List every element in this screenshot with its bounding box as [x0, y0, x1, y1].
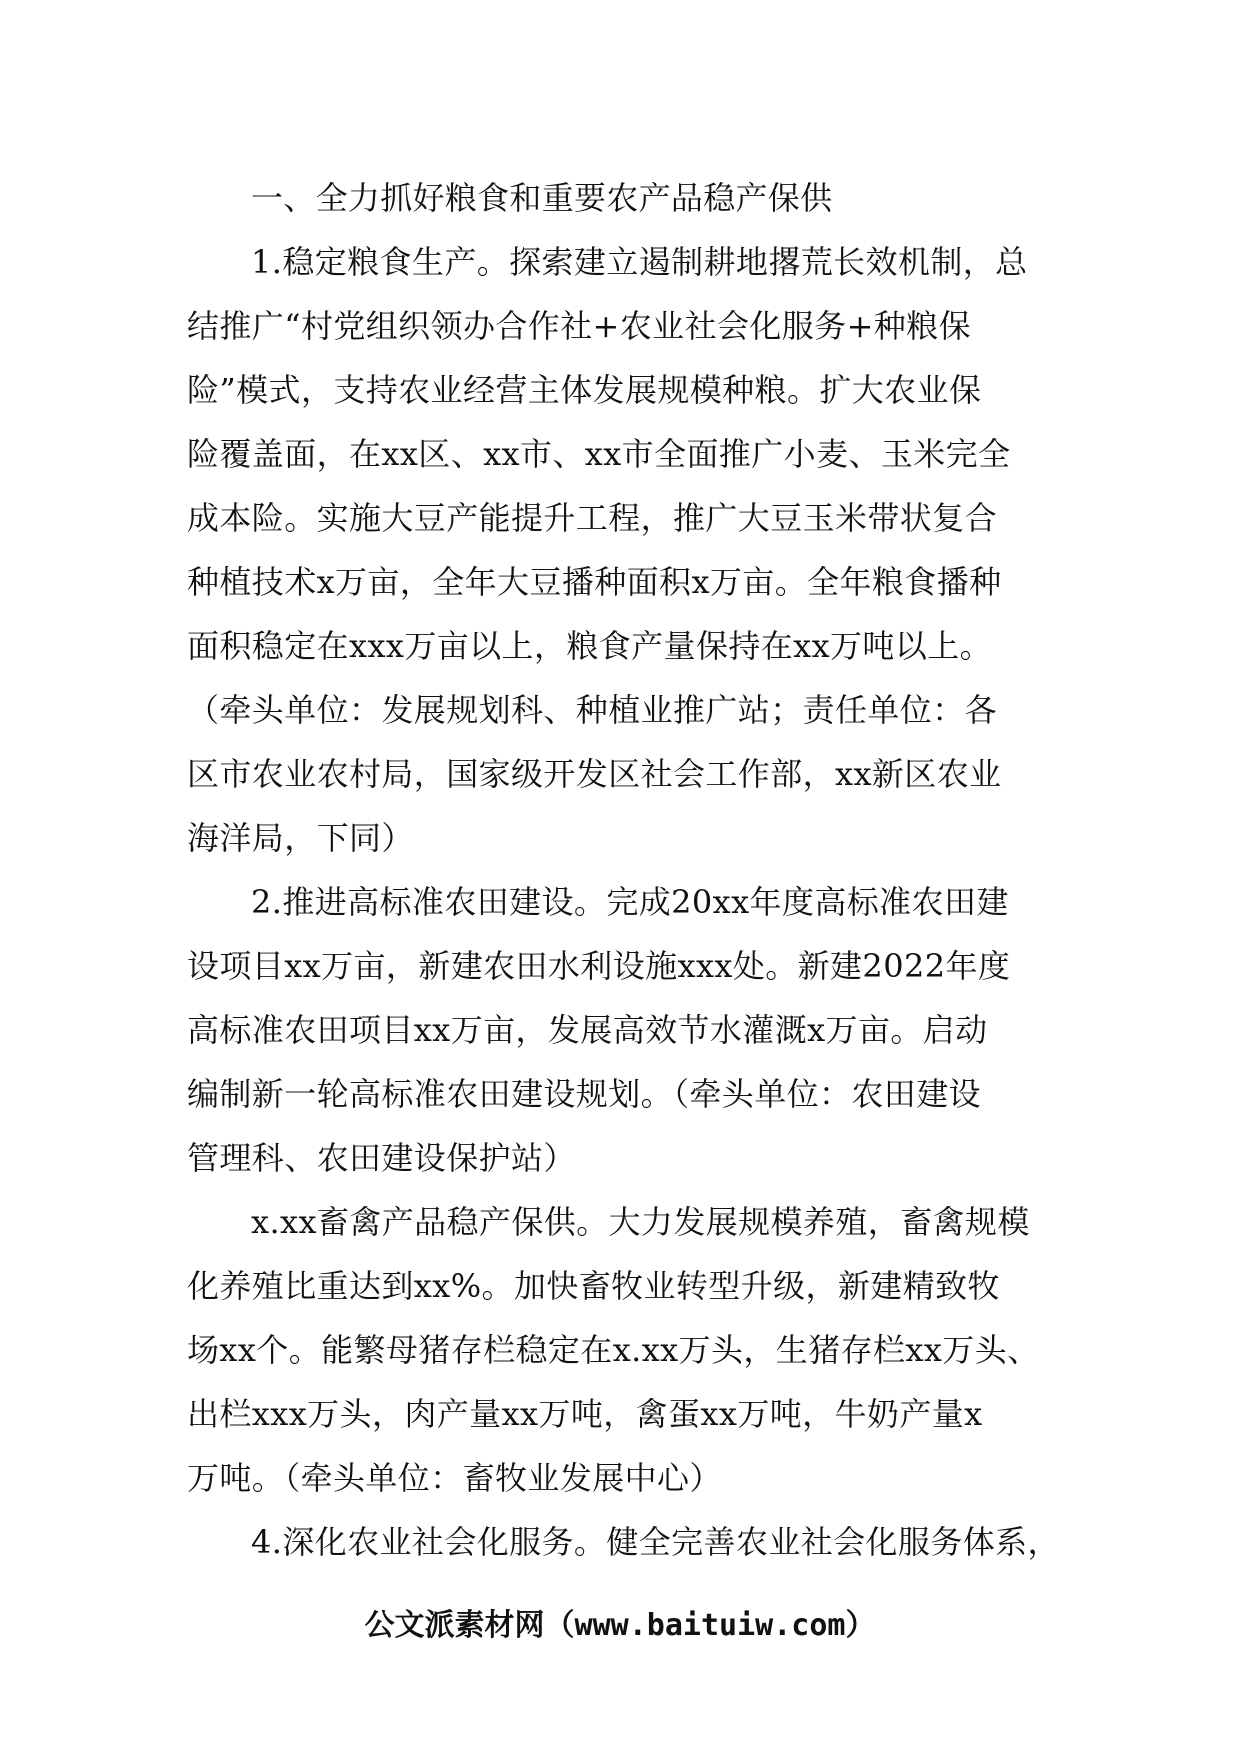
- paragraph-line: 面积稳定在xxx万亩以上，粮食产量保持在xx万吨以上。: [187, 627, 993, 665]
- paragraph-line: 高标准农田项目xx万亩，发展高效节水灌溉x万亩。启动: [187, 1011, 988, 1049]
- paragraph-line: 出栏xxx万头，肉产量xx万吨，禽蛋xx万吨，牛奶产量x: [187, 1395, 983, 1433]
- paragraph-line: 海洋局，下同）: [187, 819, 414, 857]
- document-body: [187, 166, 1059, 1574]
- paragraph-line: x.xx畜禽产品稳产保供。大力发展规模养殖，畜禽规模: [251, 1203, 1030, 1241]
- footer-watermark: 公文派素材网（www.baituiw.com）: [364, 1608, 876, 1643]
- paragraph-line: 管理科、农田建设保护站）: [187, 1139, 576, 1177]
- paragraph-line: 化养殖比重达到xx%。加快畜牧业转型升级，新建精致牧: [187, 1267, 1000, 1305]
- paragraph-grain-production: [187, 230, 1059, 870]
- paragraph-livestock-supply: [187, 1190, 1059, 1510]
- paragraph-line: 4.深化农业社会化服务。健全完善农业社会化服务体系，: [251, 1523, 1060, 1561]
- paragraph-line: （牵头单位：发展规划科、种植业推广站；责任单位：各: [187, 691, 998, 729]
- paragraph-line: 区市农业农村局，国家级开发区社会工作部，xx新区农业: [187, 755, 1002, 793]
- paragraph-line: 万吨。（牵头单位：畜牧业发展中心）: [187, 1459, 722, 1497]
- paragraph-agricultural-services: [187, 1510, 1059, 1574]
- paragraph-farmland-construction: [187, 870, 1059, 1190]
- paragraph-line: 险覆盖面，在xx区、xx市、xx市全面推广小麦、玉米完全: [187, 435, 1011, 473]
- paragraph-line: 种植技术x万亩，全年大豆播种面积x万亩。全年粮食播种: [187, 563, 1002, 601]
- paragraph-line: 2.推进高标准农田建设。完成20xx年度高标准农田建: [251, 883, 1009, 921]
- paragraph-line: 设项目xx万亩，新建农田水利设施xxx处。新建2022年度: [187, 947, 1011, 985]
- paragraph-line: 场xx个。能繁母猪存栏稳定在x.xx万头，生猪存栏xx万头、: [187, 1331, 1040, 1369]
- paragraph-line: 结推广“村党组织领办合作社+农业社会化服务+种粮保: [187, 307, 971, 345]
- paragraph-line: 编制新一轮高标准农田建设规划。（牵头单位：农田建设: [187, 1075, 982, 1113]
- paragraph-line: 1.稳定粮食生产。探索建立遏制耕地撂荒长效机制，总: [251, 243, 1028, 281]
- paragraph-line: 险”模式，支持农业经营主体发展规模种粮。扩大农业保: [187, 371, 982, 409]
- paragraph-line: 成本险。实施大豆产能提升工程，推广大豆玉米带状复合: [187, 499, 998, 537]
- section-heading: 一、全力抓好粮食和重要农产品稳产保供: [251, 179, 833, 217]
